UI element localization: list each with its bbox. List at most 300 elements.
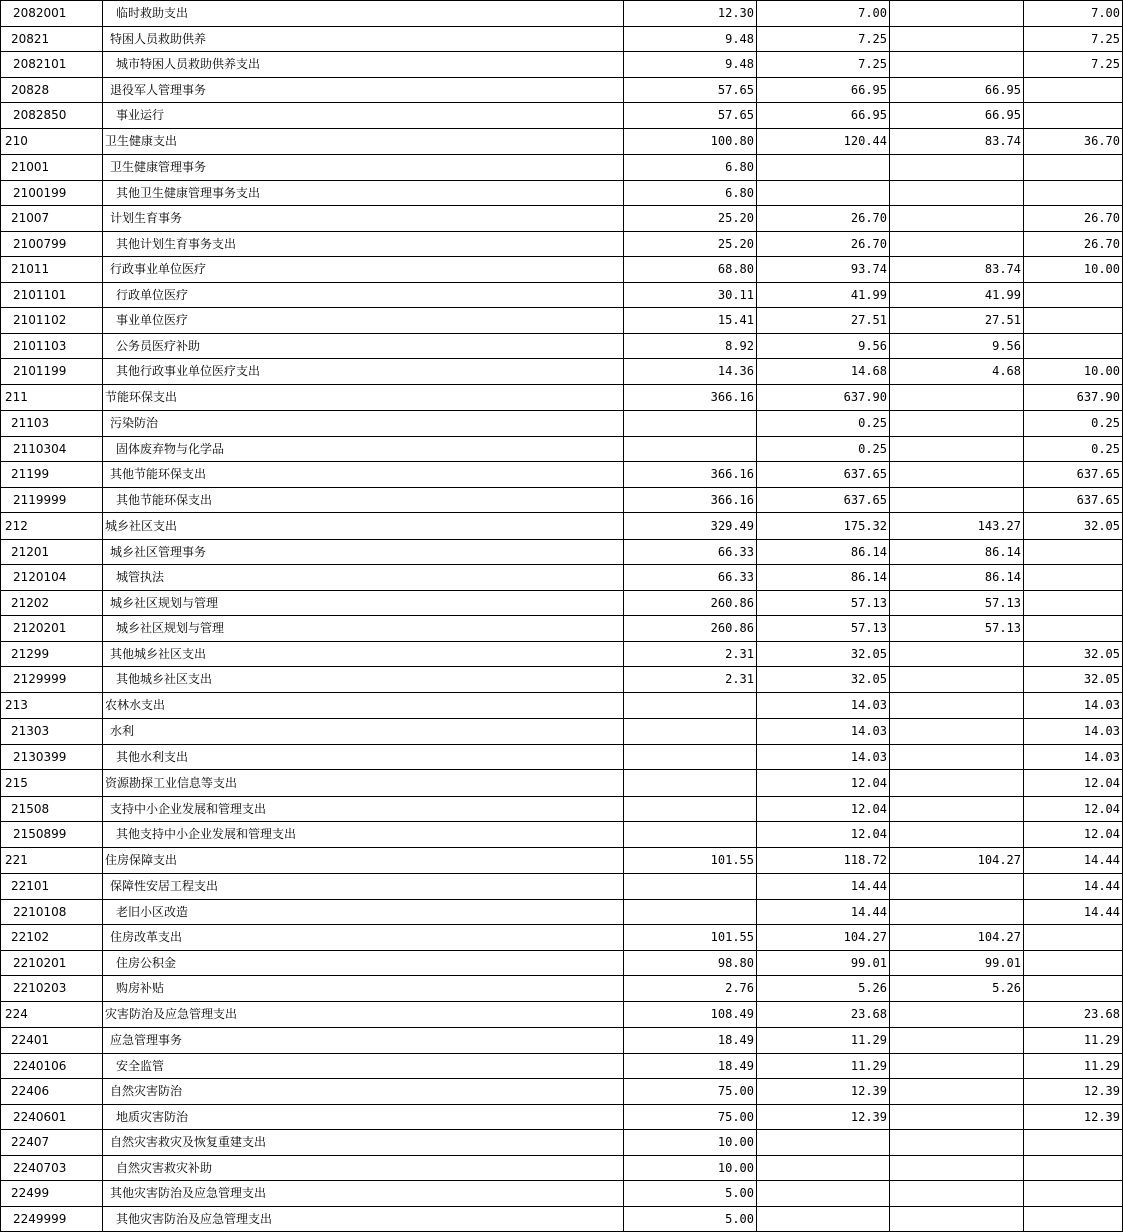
amount-cell xyxy=(1024,1206,1123,1232)
code-cell: 2101101 xyxy=(1,282,103,308)
amount-cell xyxy=(890,26,1024,52)
amount-cell: 83.74 xyxy=(890,257,1024,283)
amount-cell: 7.00 xyxy=(757,1,890,27)
amount-cell: 637.90 xyxy=(1024,384,1123,411)
amount-cell xyxy=(1024,590,1123,616)
name-cell: 其他支持中小企业发展和管理支出 xyxy=(103,822,624,848)
name-cell: 购房补贴 xyxy=(103,976,624,1002)
name-cell: 住房保障支出 xyxy=(103,847,624,874)
code-cell: 22406 xyxy=(1,1079,103,1105)
amount-cell xyxy=(1024,333,1123,359)
amount-cell: 14.03 xyxy=(757,692,890,719)
name-cell: 其他行政事业单位医疗支出 xyxy=(103,359,624,385)
amount-cell: 118.72 xyxy=(757,847,890,874)
name-cell: 安全监管 xyxy=(103,1053,624,1079)
amount-cell: 86.14 xyxy=(757,565,890,591)
table-row xyxy=(1,976,1123,1002)
amount-cell: 8.92 xyxy=(624,333,757,359)
table-row xyxy=(1,744,1123,770)
name-cell: 保障性安居工程支出 xyxy=(103,874,624,900)
name-cell: 老旧小区改造 xyxy=(103,899,624,925)
name-cell: 水利 xyxy=(103,719,624,745)
amount-cell: 10.00 xyxy=(624,1155,757,1181)
table-row xyxy=(1,1028,1123,1054)
name-cell: 污染防治 xyxy=(103,411,624,437)
amount-cell xyxy=(624,692,757,719)
amount-cell: 9.56 xyxy=(757,333,890,359)
amount-cell xyxy=(1024,282,1123,308)
amount-cell: 101.55 xyxy=(624,847,757,874)
name-cell: 其他节能环保支出 xyxy=(103,462,624,488)
table-row xyxy=(1,77,1123,103)
amount-cell: 0.25 xyxy=(757,411,890,437)
amount-cell: 7.25 xyxy=(757,26,890,52)
amount-cell: 12.39 xyxy=(1024,1079,1123,1105)
code-cell: 22401 xyxy=(1,1028,103,1054)
amount-cell xyxy=(890,796,1024,822)
name-cell: 退役军人管理事务 xyxy=(103,77,624,103)
amount-cell: 104.27 xyxy=(890,847,1024,874)
amount-cell xyxy=(757,1181,890,1207)
amount-cell xyxy=(890,411,1024,437)
name-cell: 城乡社区管理事务 xyxy=(103,539,624,565)
amount-cell: 12.04 xyxy=(757,770,890,797)
amount-cell xyxy=(890,744,1024,770)
amount-cell: 100.80 xyxy=(624,128,757,155)
table-row xyxy=(1,667,1123,693)
name-cell: 住房改革支出 xyxy=(103,925,624,951)
name-cell: 住房公积金 xyxy=(103,950,624,976)
amount-cell: 23.68 xyxy=(1024,1001,1123,1028)
amount-cell xyxy=(1024,565,1123,591)
amount-cell: 9.48 xyxy=(624,52,757,78)
amount-cell xyxy=(757,180,890,206)
table-row xyxy=(1,52,1123,78)
amount-cell: 14.03 xyxy=(1024,744,1123,770)
code-cell: 2101199 xyxy=(1,359,103,385)
amount-cell: 2.31 xyxy=(624,641,757,667)
amount-cell: 14.36 xyxy=(624,359,757,385)
amount-cell: 26.70 xyxy=(757,206,890,232)
amount-cell: 32.05 xyxy=(757,667,890,693)
table-row xyxy=(1,282,1123,308)
amount-cell: 5.26 xyxy=(757,976,890,1002)
amount-cell: 366.16 xyxy=(624,384,757,411)
amount-cell xyxy=(624,436,757,462)
code-cell: 2210203 xyxy=(1,976,103,1002)
amount-cell xyxy=(890,1053,1024,1079)
amount-cell: 12.04 xyxy=(1024,770,1123,797)
name-cell: 其他计划生育事务支出 xyxy=(103,231,624,257)
amount-cell: 2.31 xyxy=(624,667,757,693)
amount-cell: 26.70 xyxy=(757,231,890,257)
amount-cell: 27.51 xyxy=(757,308,890,334)
amount-cell: 260.86 xyxy=(624,590,757,616)
amount-cell xyxy=(757,1206,890,1232)
amount-cell: 7.25 xyxy=(757,52,890,78)
table-row xyxy=(1,257,1123,283)
amount-cell xyxy=(890,641,1024,667)
amount-cell: 57.13 xyxy=(890,590,1024,616)
table-row xyxy=(1,539,1123,565)
table-row xyxy=(1,925,1123,951)
amount-cell: 98.80 xyxy=(624,950,757,976)
amount-cell: 637.65 xyxy=(1024,462,1123,488)
code-cell: 2240106 xyxy=(1,1053,103,1079)
name-cell: 城市特困人员救助供养支出 xyxy=(103,52,624,78)
name-cell: 特困人员救助供养 xyxy=(103,26,624,52)
table-row xyxy=(1,231,1123,257)
table-row xyxy=(1,874,1123,900)
amount-cell: 23.68 xyxy=(757,1001,890,1028)
code-cell: 2101102 xyxy=(1,308,103,334)
table-row xyxy=(1,899,1123,925)
amount-cell: 11.29 xyxy=(1024,1053,1123,1079)
name-cell: 城乡社区支出 xyxy=(103,513,624,540)
amount-cell: 5.00 xyxy=(624,1206,757,1232)
amount-cell xyxy=(624,874,757,900)
amount-cell: 12.04 xyxy=(757,822,890,848)
amount-cell: 120.44 xyxy=(757,128,890,155)
name-cell: 公务员医疗补助 xyxy=(103,333,624,359)
name-cell: 固体废弃物与化学品 xyxy=(103,436,624,462)
amount-cell: 14.03 xyxy=(1024,719,1123,745)
table-row xyxy=(1,719,1123,745)
amount-cell: 7.25 xyxy=(1024,52,1123,78)
amount-cell xyxy=(890,770,1024,797)
amount-cell: 41.99 xyxy=(757,282,890,308)
code-cell: 2101103 xyxy=(1,333,103,359)
amount-cell xyxy=(890,667,1024,693)
amount-cell: 329.49 xyxy=(624,513,757,540)
amount-cell: 12.39 xyxy=(757,1079,890,1105)
amount-cell: 26.70 xyxy=(1024,206,1123,232)
code-cell: 2100799 xyxy=(1,231,103,257)
amount-cell xyxy=(890,719,1024,745)
name-cell: 事业单位医疗 xyxy=(103,308,624,334)
table-row xyxy=(1,770,1123,797)
amount-cell: 99.01 xyxy=(757,950,890,976)
table-row xyxy=(1,26,1123,52)
amount-cell: 12.04 xyxy=(1024,822,1123,848)
amount-cell xyxy=(890,180,1024,206)
code-cell: 213 xyxy=(1,692,103,719)
amount-cell: 26.70 xyxy=(1024,231,1123,257)
code-cell: 221 xyxy=(1,847,103,874)
amount-cell xyxy=(890,462,1024,488)
table-row xyxy=(1,308,1123,334)
amount-cell xyxy=(624,744,757,770)
amount-cell: 75.00 xyxy=(624,1079,757,1105)
table-row xyxy=(1,1181,1123,1207)
amount-cell xyxy=(1024,950,1123,976)
name-cell: 卫生健康管理事务 xyxy=(103,155,624,181)
amount-cell xyxy=(624,822,757,848)
amount-cell: 86.14 xyxy=(890,565,1024,591)
amount-cell xyxy=(757,1155,890,1181)
amount-cell: 41.99 xyxy=(890,282,1024,308)
amount-cell: 14.44 xyxy=(1024,899,1123,925)
name-cell: 其他卫生健康管理事务支出 xyxy=(103,180,624,206)
name-cell: 其他节能环保支出 xyxy=(103,487,624,513)
amount-cell xyxy=(890,822,1024,848)
amount-cell: 25.20 xyxy=(624,206,757,232)
code-cell: 2119999 xyxy=(1,487,103,513)
table-row xyxy=(1,1,1123,27)
amount-cell: 57.13 xyxy=(890,616,1024,642)
amount-cell: 0.25 xyxy=(1024,436,1123,462)
amount-cell: 86.14 xyxy=(757,539,890,565)
table-row xyxy=(1,462,1123,488)
name-cell: 自然灾害救灾补助 xyxy=(103,1155,624,1181)
amount-cell: 7.25 xyxy=(1024,26,1123,52)
table-row xyxy=(1,1053,1123,1079)
amount-cell: 66.33 xyxy=(624,539,757,565)
amount-cell xyxy=(1024,180,1123,206)
code-cell: 22499 xyxy=(1,1181,103,1207)
table-row xyxy=(1,513,1123,540)
name-cell: 其他城乡社区支出 xyxy=(103,641,624,667)
amount-cell: 104.27 xyxy=(757,925,890,951)
table-row xyxy=(1,436,1123,462)
amount-cell: 15.41 xyxy=(624,308,757,334)
name-cell: 其他城乡社区支出 xyxy=(103,667,624,693)
amount-cell: 32.05 xyxy=(1024,667,1123,693)
table-row xyxy=(1,103,1123,129)
amount-cell: 57.13 xyxy=(757,616,890,642)
amount-cell xyxy=(624,796,757,822)
amount-cell xyxy=(890,206,1024,232)
amount-cell xyxy=(1024,1155,1123,1181)
code-cell: 22407 xyxy=(1,1130,103,1156)
code-cell: 2210201 xyxy=(1,950,103,976)
amount-cell xyxy=(890,1155,1024,1181)
amount-cell: 9.48 xyxy=(624,26,757,52)
amount-cell xyxy=(890,692,1024,719)
amount-cell xyxy=(757,155,890,181)
amount-cell: 66.95 xyxy=(757,77,890,103)
table-row xyxy=(1,590,1123,616)
code-cell: 2130399 xyxy=(1,744,103,770)
amount-cell: 66.33 xyxy=(624,565,757,591)
amount-cell: 25.20 xyxy=(624,231,757,257)
amount-cell: 57.65 xyxy=(624,77,757,103)
code-cell: 21508 xyxy=(1,796,103,822)
amount-cell: 11.29 xyxy=(757,1053,890,1079)
name-cell: 计划生育事务 xyxy=(103,206,624,232)
table-row xyxy=(1,411,1123,437)
name-cell: 支持中小企业发展和管理支出 xyxy=(103,796,624,822)
amount-cell xyxy=(624,719,757,745)
amount-cell: 0.25 xyxy=(1024,411,1123,437)
code-cell: 20828 xyxy=(1,77,103,103)
amount-cell: 366.16 xyxy=(624,462,757,488)
amount-cell: 14.03 xyxy=(1024,692,1123,719)
code-cell: 2240601 xyxy=(1,1104,103,1130)
name-cell: 城乡社区规划与管理 xyxy=(103,590,624,616)
table-row xyxy=(1,359,1123,385)
amount-cell xyxy=(890,1,1024,27)
code-cell: 212 xyxy=(1,513,103,540)
code-cell: 210 xyxy=(1,128,103,155)
amount-cell xyxy=(624,770,757,797)
amount-cell: 57.13 xyxy=(757,590,890,616)
amount-cell: 32.05 xyxy=(757,641,890,667)
amount-cell: 75.00 xyxy=(624,1104,757,1130)
code-cell: 2120104 xyxy=(1,565,103,591)
amount-cell: 14.03 xyxy=(757,719,890,745)
table-row xyxy=(1,333,1123,359)
code-cell: 21201 xyxy=(1,539,103,565)
amount-cell: 12.39 xyxy=(757,1104,890,1130)
amount-cell xyxy=(1024,1181,1123,1207)
name-cell: 自然灾害救灾及恢复重建支出 xyxy=(103,1130,624,1156)
amount-cell: 14.68 xyxy=(757,359,890,385)
amount-cell: 11.29 xyxy=(757,1028,890,1054)
amount-cell: 66.95 xyxy=(890,77,1024,103)
name-cell: 临时救助支出 xyxy=(103,1,624,27)
table-row xyxy=(1,128,1123,155)
code-cell: 2249999 xyxy=(1,1206,103,1232)
table-row xyxy=(1,206,1123,232)
code-cell: 2082001 xyxy=(1,1,103,27)
amount-cell xyxy=(1024,155,1123,181)
code-cell: 20821 xyxy=(1,26,103,52)
amount-cell: 366.16 xyxy=(624,487,757,513)
amount-cell: 637.90 xyxy=(757,384,890,411)
amount-cell: 637.65 xyxy=(1024,487,1123,513)
code-cell: 21202 xyxy=(1,590,103,616)
code-cell: 2082101 xyxy=(1,52,103,78)
amount-cell: 14.44 xyxy=(1024,874,1123,900)
amount-cell: 10.00 xyxy=(624,1130,757,1156)
amount-cell: 2.76 xyxy=(624,976,757,1002)
table-row xyxy=(1,847,1123,874)
code-cell: 21199 xyxy=(1,462,103,488)
code-cell: 2129999 xyxy=(1,667,103,693)
amount-cell xyxy=(1024,539,1123,565)
amount-cell: 11.29 xyxy=(1024,1028,1123,1054)
code-cell: 21011 xyxy=(1,257,103,283)
name-cell: 灾害防治及应急管理支出 xyxy=(103,1001,624,1028)
amount-cell xyxy=(890,1104,1024,1130)
amount-cell: 5.26 xyxy=(890,976,1024,1002)
name-cell: 农林水支出 xyxy=(103,692,624,719)
amount-cell xyxy=(890,1028,1024,1054)
amount-cell: 30.11 xyxy=(624,282,757,308)
code-cell: 224 xyxy=(1,1001,103,1028)
amount-cell: 108.49 xyxy=(624,1001,757,1028)
amount-cell: 12.04 xyxy=(757,796,890,822)
amount-cell: 93.74 xyxy=(757,257,890,283)
amount-cell xyxy=(1024,976,1123,1002)
amount-cell xyxy=(890,899,1024,925)
code-cell: 21001 xyxy=(1,155,103,181)
table-row xyxy=(1,155,1123,181)
amount-cell xyxy=(1024,77,1123,103)
amount-cell: 104.27 xyxy=(890,925,1024,951)
amount-cell: 99.01 xyxy=(890,950,1024,976)
name-cell: 其他灾害防治及应急管理支出 xyxy=(103,1181,624,1207)
amount-cell: 143.27 xyxy=(890,513,1024,540)
amount-cell xyxy=(890,384,1024,411)
name-cell: 城管执法 xyxy=(103,565,624,591)
amount-cell: 4.68 xyxy=(890,359,1024,385)
amount-cell: 14.44 xyxy=(757,874,890,900)
amount-cell: 18.49 xyxy=(624,1028,757,1054)
amount-cell xyxy=(757,1130,890,1156)
amount-cell xyxy=(890,155,1024,181)
amount-cell xyxy=(890,231,1024,257)
code-cell: 21303 xyxy=(1,719,103,745)
amount-cell: 18.49 xyxy=(624,1053,757,1079)
code-cell: 21103 xyxy=(1,411,103,437)
table-row xyxy=(1,180,1123,206)
table-row xyxy=(1,384,1123,411)
code-cell: 21299 xyxy=(1,641,103,667)
name-cell: 地质灾害防治 xyxy=(103,1104,624,1130)
amount-cell xyxy=(890,436,1024,462)
amount-cell xyxy=(890,1206,1024,1232)
amount-cell xyxy=(1024,925,1123,951)
amount-cell xyxy=(890,1181,1024,1207)
amount-cell: 10.00 xyxy=(1024,257,1123,283)
name-cell: 行政单位医疗 xyxy=(103,282,624,308)
amount-cell: 637.65 xyxy=(757,487,890,513)
amount-cell xyxy=(1024,1130,1123,1156)
amount-cell: 32.05 xyxy=(1024,641,1123,667)
name-cell: 自然灾害防治 xyxy=(103,1079,624,1105)
amount-cell: 14.03 xyxy=(757,744,890,770)
amount-cell: 14.44 xyxy=(757,899,890,925)
table-row xyxy=(1,1130,1123,1156)
code-cell: 22101 xyxy=(1,874,103,900)
table-row xyxy=(1,796,1123,822)
code-cell: 22102 xyxy=(1,925,103,951)
table-row xyxy=(1,1155,1123,1181)
name-cell: 城乡社区规划与管理 xyxy=(103,616,624,642)
table-row xyxy=(1,487,1123,513)
amount-cell: 66.95 xyxy=(757,103,890,129)
code-cell: 2210108 xyxy=(1,899,103,925)
amount-cell: 57.65 xyxy=(624,103,757,129)
amount-cell: 260.86 xyxy=(624,616,757,642)
name-cell: 资源勘探工业信息等支出 xyxy=(103,770,624,797)
code-cell: 21007 xyxy=(1,206,103,232)
amount-cell xyxy=(1024,616,1123,642)
amount-cell: 10.00 xyxy=(1024,359,1123,385)
code-cell: 2120201 xyxy=(1,616,103,642)
code-cell: 2110304 xyxy=(1,436,103,462)
name-cell: 应急管理事务 xyxy=(103,1028,624,1054)
amount-cell: 12.04 xyxy=(1024,796,1123,822)
amount-cell: 68.80 xyxy=(624,257,757,283)
amount-cell: 66.95 xyxy=(890,103,1024,129)
amount-cell: 83.74 xyxy=(890,128,1024,155)
table-row xyxy=(1,692,1123,719)
table-row xyxy=(1,616,1123,642)
name-cell: 其他水利支出 xyxy=(103,744,624,770)
table-row xyxy=(1,641,1123,667)
amount-cell: 14.44 xyxy=(1024,847,1123,874)
name-cell: 节能环保支出 xyxy=(103,384,624,411)
code-cell: 2100199 xyxy=(1,180,103,206)
amount-cell xyxy=(890,874,1024,900)
amount-cell: 12.39 xyxy=(1024,1104,1123,1130)
amount-cell xyxy=(890,52,1024,78)
amount-cell: 27.51 xyxy=(890,308,1024,334)
table-row xyxy=(1,1104,1123,1130)
